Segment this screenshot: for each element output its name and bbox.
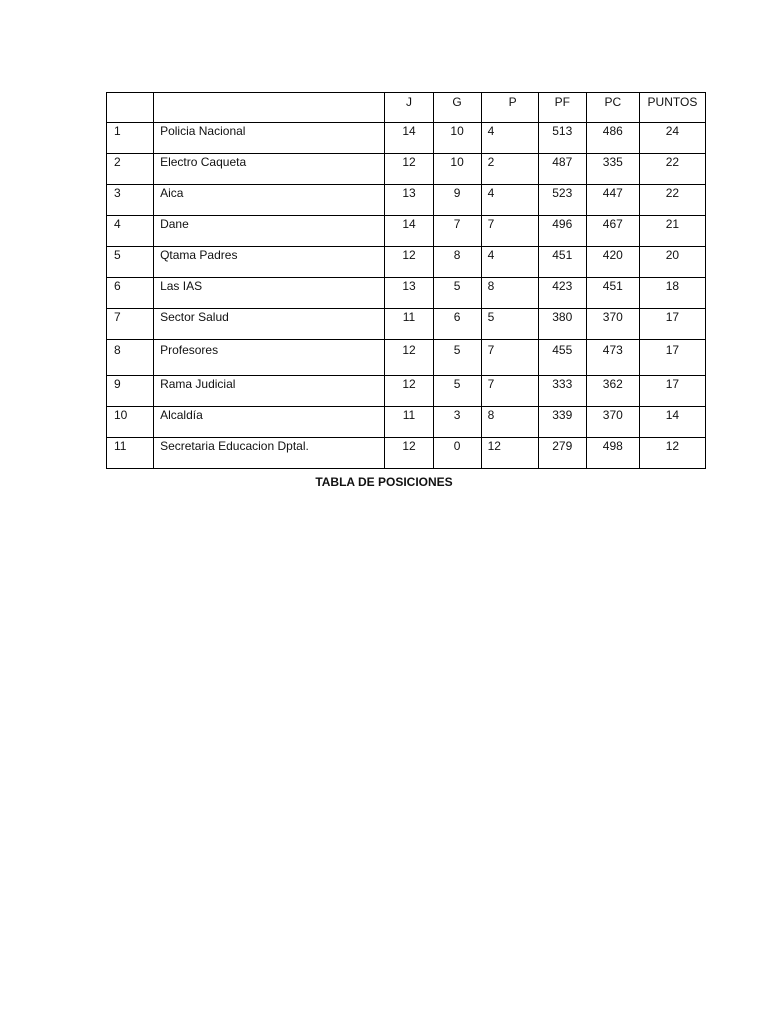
cell-won: 6: [433, 309, 481, 340]
cell-points-against: 486: [586, 123, 639, 154]
cell-points-against: 362: [586, 376, 639, 407]
header-cell-points-against: PC: [586, 93, 639, 123]
cell-team: Rama Judicial: [154, 376, 385, 407]
cell-points-for: 451: [538, 247, 586, 278]
header-cell-lost: P: [481, 93, 538, 123]
cell-won: 9: [433, 185, 481, 216]
cell-played: 14: [385, 216, 433, 247]
cell-lost: 7: [481, 340, 538, 376]
cell-team: Sector Salud: [154, 309, 385, 340]
cell-position: 5: [107, 247, 154, 278]
cell-points-for: 339: [538, 407, 586, 438]
cell-points: 18: [639, 278, 705, 309]
cell-position: 6: [107, 278, 154, 309]
table-caption: TABLA DE POSICIONES: [315, 475, 453, 489]
cell-points-for: 333: [538, 376, 586, 407]
cell-points: 22: [639, 185, 705, 216]
cell-points-against: 498: [586, 438, 639, 469]
cell-played: 14: [385, 123, 433, 154]
cell-team: Aica: [154, 185, 385, 216]
table-row: [107, 247, 706, 278]
table-row: [107, 438, 706, 469]
standings-table: [106, 92, 706, 469]
cell-team: Electro Caqueta: [154, 154, 385, 185]
cell-points-against: 370: [586, 309, 639, 340]
cell-points: 20: [639, 247, 705, 278]
cell-played: 12: [385, 438, 433, 469]
cell-won: 10: [433, 154, 481, 185]
table-row: [107, 185, 706, 216]
cell-won: 7: [433, 216, 481, 247]
cell-points: 17: [639, 376, 705, 407]
cell-won: 3: [433, 407, 481, 438]
cell-team: Alcaldía: [154, 407, 385, 438]
cell-points-for: 423: [538, 278, 586, 309]
cell-won: 0: [433, 438, 481, 469]
cell-played: 11: [385, 407, 433, 438]
cell-won: 10: [433, 123, 481, 154]
table-row: [107, 216, 706, 247]
table-row: [107, 340, 706, 376]
cell-points: 24: [639, 123, 705, 154]
cell-lost: 5: [481, 309, 538, 340]
cell-lost: 7: [481, 376, 538, 407]
cell-won: 5: [433, 376, 481, 407]
cell-points-for: 487: [538, 154, 586, 185]
cell-position: 11: [107, 438, 154, 469]
cell-points-for: 513: [538, 123, 586, 154]
cell-team: Las IAS: [154, 278, 385, 309]
cell-points: 14: [639, 407, 705, 438]
cell-position: 10: [107, 407, 154, 438]
header-cell-points-for: PF: [538, 93, 586, 123]
cell-lost: 8: [481, 407, 538, 438]
cell-points: 17: [639, 340, 705, 376]
table-header-row: [107, 93, 706, 123]
table-row: [107, 376, 706, 407]
table-row: [107, 154, 706, 185]
cell-points-for: 496: [538, 216, 586, 247]
cell-position: 8: [107, 340, 154, 376]
cell-points-against: 473: [586, 340, 639, 376]
cell-lost: 12: [481, 438, 538, 469]
cell-position: 1: [107, 123, 154, 154]
cell-lost: 7: [481, 216, 538, 247]
table-body: [107, 123, 706, 469]
cell-position: 9: [107, 376, 154, 407]
header-cell-won: G: [433, 93, 481, 123]
cell-points-against: 451: [586, 278, 639, 309]
table-row: [107, 278, 706, 309]
cell-points: 22: [639, 154, 705, 185]
cell-points-against: 335: [586, 154, 639, 185]
cell-won: 5: [433, 278, 481, 309]
cell-played: 13: [385, 278, 433, 309]
cell-lost: 4: [481, 247, 538, 278]
cell-points-for: 380: [538, 309, 586, 340]
cell-played: 12: [385, 247, 433, 278]
cell-team: Profesores: [154, 340, 385, 376]
header-cell-position: [107, 93, 154, 123]
cell-won: 8: [433, 247, 481, 278]
cell-position: 3: [107, 185, 154, 216]
cell-points-against: 467: [586, 216, 639, 247]
cell-team: Policia Nacional: [154, 123, 385, 154]
cell-points: 17: [639, 309, 705, 340]
cell-played: 12: [385, 154, 433, 185]
cell-points-for: 523: [538, 185, 586, 216]
cell-lost: 4: [481, 185, 538, 216]
table-row: [107, 407, 706, 438]
table-row: [107, 309, 706, 340]
cell-lost: 2: [481, 154, 538, 185]
cell-played: 12: [385, 376, 433, 407]
table-row: [107, 123, 706, 154]
cell-team: Dane: [154, 216, 385, 247]
cell-points-for: 279: [538, 438, 586, 469]
cell-lost: 8: [481, 278, 538, 309]
cell-points-for: 455: [538, 340, 586, 376]
cell-team: Secretaria Educacion Dptal.: [154, 438, 385, 469]
header-cell-team: [154, 93, 385, 123]
cell-position: 4: [107, 216, 154, 247]
cell-position: 2: [107, 154, 154, 185]
cell-lost: 4: [481, 123, 538, 154]
cell-position: 7: [107, 309, 154, 340]
cell-team: Qtama Padres: [154, 247, 385, 278]
cell-points-against: 420: [586, 247, 639, 278]
cell-won: 5: [433, 340, 481, 376]
cell-played: 13: [385, 185, 433, 216]
cell-points: 12: [639, 438, 705, 469]
cell-played: 11: [385, 309, 433, 340]
cell-points: 21: [639, 216, 705, 247]
cell-played: 12: [385, 340, 433, 376]
header-cell-points: PUNTOS: [639, 93, 705, 123]
cell-points-against: 447: [586, 185, 639, 216]
header-cell-played: J: [385, 93, 433, 123]
cell-points-against: 370: [586, 407, 639, 438]
